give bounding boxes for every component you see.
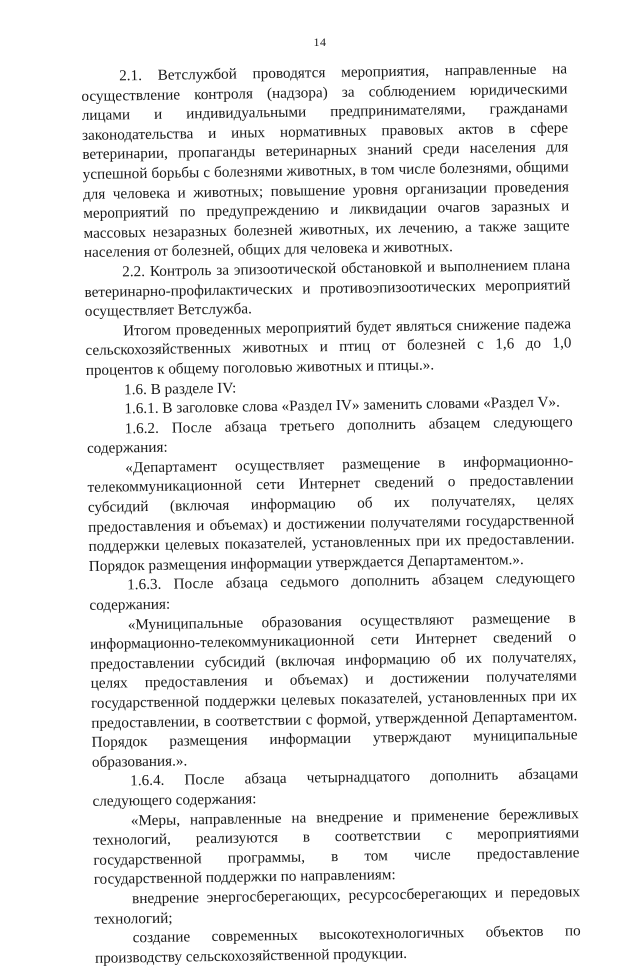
quote-department: «Департамент осуществляет размещение в информационно-телекоммуникационной сети Интернет сведений о предоставлении субсидий (включая информацию об их получателях, целях предоставления и объемах) и достижении получателями государственной поддержки целевых показателей, установленных при их предоставлении. Порядок размещения информации утверждается Департаментом.». <box>87 452 575 575</box>
paragraph-2-2: 2.2. Контроль за эпизоотической обстановкой и выполнением плана ветеринарно-профилактических и противоэпизоотических мероприятий осуществляет Ветслужба. <box>84 256 571 321</box>
paragraph-1-6-2: 1.6.2. После абзаца третьего дополнить абзацем следующего содержания: <box>86 413 573 458</box>
paragraph-1-6-1: 1.6.1. В заголовке слова «Раздел IV» заменить словами «Раздел V». <box>124 393 560 418</box>
list-item-hightech-facilities: создание современных высокотехнологичных объектов по производству сельскохозяйственной продукции. <box>94 922 581 967</box>
document-body <box>81 59 581 968</box>
paragraph-2-1: 2.1. Ветслужбой проводятся мероприятия, направленные на осуществление контроля (надзора) за соблюдением юридическими лицами и индивидуальными предпринимателями, гражданами законодательства и иных нормативных правовых актов в сфере ветеринарии, пропаганды ветеринарных знаний среди населения для успешной борьбы с болезнями животных, в том числе болезнями, общими для человека и животных; повышение уровня организации проведения мероприятий по предупреждению и ликвидации очагов заразных и массовых незаразных болезней животных, их лечению, а также защите населения от болезней, общих для человека и животных. <box>81 60 570 262</box>
paragraph-1-6-4: 1.6.4. После абзаца четырнадцатого дополнить абзацами следующего содержания: <box>92 765 579 810</box>
page-number: 14 <box>313 35 327 49</box>
paragraph-1-6-3: 1.6.3. После абзаца седьмого дополнить абзацем следующего содержания: <box>89 569 576 614</box>
quote-municipal: «Муниципальные образования осуществляют размещение в информационно-телекоммуникационной сети Интернет сведений о предоставлении субсидий (включая информацию об их получателях, целях предоставления и объемах) и достижении получателями государственной поддержки целевых показателей, установленных при их предоставлении, в соответствии с формой, утвержденной Департаментом. Порядок размещения информации утверждают муниципальные образования.». <box>89 608 578 771</box>
paragraph-result: Итогом проведенных мероприятий будет являться снижение падежа сельскохозяйственных животных и птиц от болезней с 1,6 до 1,0 процентов к общему поголовью животных и птицы.». <box>85 315 572 379</box>
paragraph-1-6: 1.6. В разделе IV: <box>123 379 237 398</box>
list-item-energy-saving: внедрение энергосберегающих, ресурсосберегающих и передовых технологий; <box>94 883 581 928</box>
quote-lean-technologies: «Меры, направленные на внедрение и применение бережливых технологий, реализуются в соответствии с мероприятиями государственной программы, в том числе предоставление государственной поддержки по направлениям: <box>93 804 580 889</box>
